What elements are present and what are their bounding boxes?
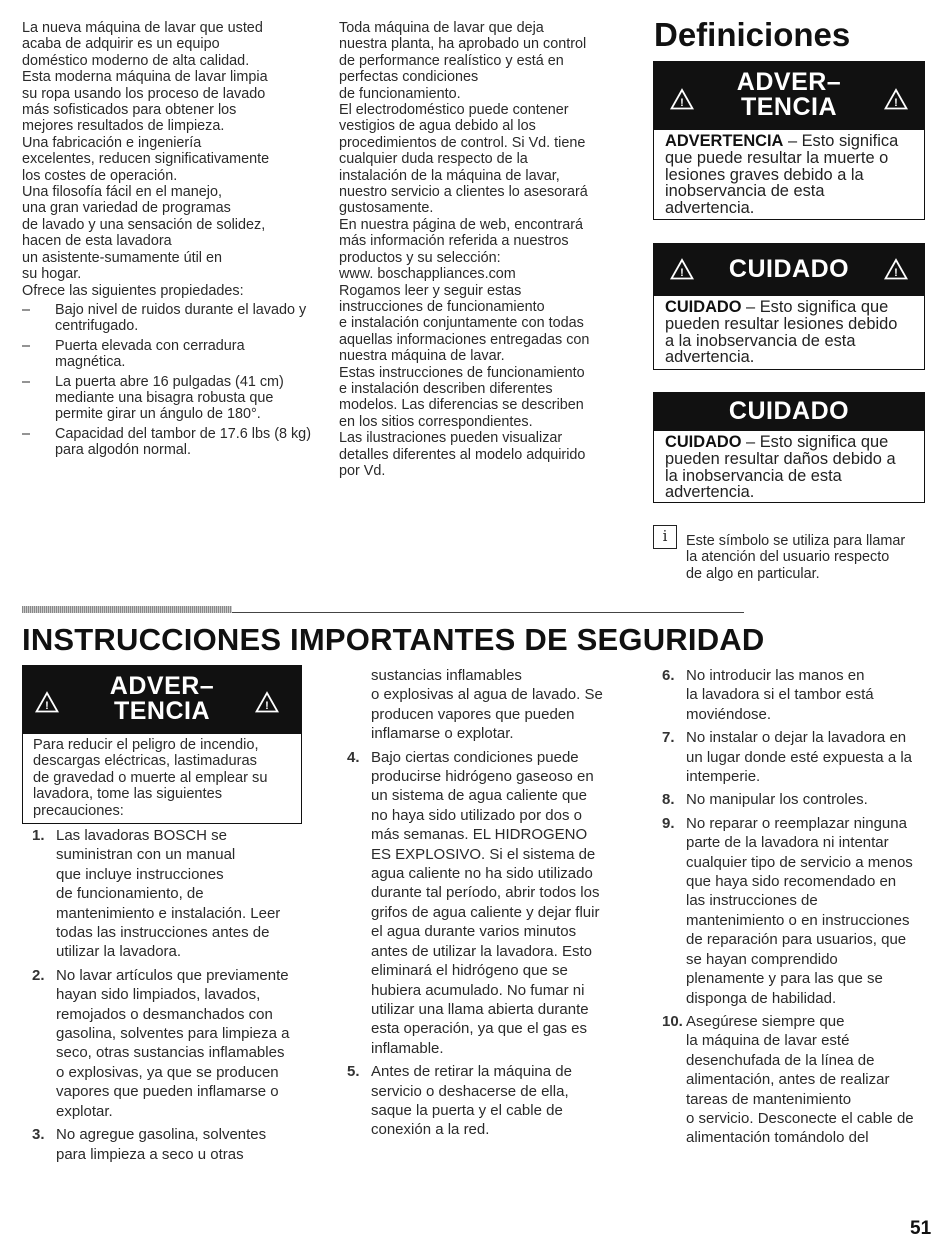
safety-item-line: la máquina de lavar esté: [686, 1032, 850, 1050]
safety-item-line: servicio o deshacerse de ella,: [371, 1082, 569, 1100]
intro-paragraph-line: e instalación describen diferentes: [339, 380, 553, 397]
safety-item: [32, 966, 322, 1121]
safety-item-line: un lugar donde esté expuesta a la: [686, 748, 913, 766]
safety-item-number: 7.: [662, 729, 675, 747]
svg-text:!: !: [680, 267, 684, 279]
safety-item-line: utilizar una llama abierta durante: [371, 1000, 589, 1018]
intro-paragraph-line: procedimientos de control. Si Vd. tiene: [339, 134, 586, 151]
safety-item-line: Antes de retirar la máquina de: [371, 1063, 572, 1081]
safety-item-line: esta operación, ya que el gas es: [371, 1020, 587, 1038]
intro-paragraph-line: su hogar.: [22, 266, 82, 283]
intro-paragraph-line: Toda máquina de lavar que deja: [339, 20, 544, 36]
safety-item-line: seco, otras sustancias inflamables: [56, 1044, 285, 1062]
safety-continued-line: o explosivas al agua de lavado. Se: [371, 686, 603, 704]
intro-paragraph-line: Una filosofía fácil en el manejo,: [22, 184, 222, 201]
intro-paragraph-line: www. boschappliances.com: [339, 266, 516, 283]
intro-paragraph-line: aquellas informaciones entregadas con: [339, 331, 590, 348]
safety-item-line: intemperie.: [686, 768, 761, 786]
safety-item: [662, 790, 947, 809]
safety-column-3: [662, 666, 947, 1152]
svg-text:!: !: [45, 700, 49, 712]
intro-column-1: [22, 20, 312, 462]
caution-definition-text: CUIDADO – Esto significa que pueden resultar lesiones debido a la inobservancia de esta advertencia.: [665, 298, 898, 367]
warning-definition-text: ADVERTENCIA – Esto significa que puede resultar la muerte o lesiones graves debido a la inobservancia de esta advertencia.: [665, 132, 899, 218]
intro-paragraph-line: de performance realístico y está en: [339, 52, 564, 69]
safety-item-line: las instrucciones de: [686, 892, 818, 910]
svg-text:!: !: [265, 700, 269, 712]
safety-item-line: Asegúrese siempre que: [686, 1012, 845, 1030]
safety-item-number: 5.: [347, 1063, 360, 1081]
intro-paragraph-line: detalles diferentes al modelo adquirido: [339, 446, 586, 463]
safety-item-line: mantenimiento e instalación. Leer: [56, 904, 281, 922]
safety-item-line: de funcionamiento, de: [56, 885, 204, 903]
safety-item-line: hubiera acumulado. No fumar ni: [371, 981, 585, 999]
intro-paragraph-line: por Vd.: [339, 462, 386, 479]
intro-paragraph-line: más sofisticados para obtener los: [22, 102, 237, 119]
safety-item-line: grifos de agua caliente y dejar fluir: [371, 903, 600, 921]
intro-paragraph-line: Las ilustraciones pueden visualizar: [339, 430, 563, 447]
safety-warning-heading-line-2: TENCIA: [113, 697, 211, 725]
intro-paragraph-line: El electrodoméstico puede contener: [339, 102, 569, 119]
safety-warning-text: Para reducir el peligro de incendio, descargas eléctricas, lastimaduras de gravedad o muerte al emplear su lavadora, tome las siguientes precauciones:: [33, 737, 268, 819]
warning-header: [654, 62, 924, 130]
safety-item-line: No agregue gasolina, solventes: [56, 1126, 267, 1144]
warning-term: ADVERTENCIA: [665, 132, 784, 150]
safety-warning-header: [23, 666, 301, 734]
intro-paragraph-line: doméstico moderno de alta calidad.: [22, 52, 250, 69]
safety-item: [347, 748, 647, 1059]
safety-item-line: hayan sido limpiados, lavados,: [56, 986, 261, 1004]
intro-paragraph-line: Esta moderna máquina de lavar limpia: [22, 69, 268, 86]
info-description: Este símbolo se utiliza para llamar la atención del usuario respecto de algo en particular.: [686, 533, 906, 582]
svg-text:!: !: [680, 97, 684, 109]
safety-item: [32, 1125, 322, 1164]
safety-item-line: No instalar o dejar la lavadora en: [686, 729, 907, 747]
safety-item-number: 10.: [662, 1012, 683, 1030]
warning-triangle-icon: [670, 258, 694, 280]
intro-paragraphs: [22, 20, 312, 299]
intro-paragraph-line: de lavado y una sensación de solidez,: [22, 216, 266, 233]
warning-triangle-icon: [884, 258, 908, 280]
safety-item-line: el agua durante varios minutos: [371, 923, 577, 941]
safety-item-line: alimentación tomándolo del: [686, 1129, 869, 1147]
safety-item-line: vapores que pueden inflamarse o: [56, 1083, 279, 1101]
definitions-title: Definiciones: [654, 16, 851, 53]
safety-item-line: más semanas. EL HIDROGENO: [371, 826, 588, 844]
safety-item-line: saque la puerta y el cable de: [371, 1101, 563, 1119]
safety-item-number: 3.: [32, 1126, 45, 1144]
safety-list-3: [662, 666, 947, 1148]
intro-paragraph-line: modelos. Las diferencias se describen: [339, 397, 584, 414]
intro-paragraph-line: La nueva máquina de lavar que usted: [22, 20, 263, 36]
safety-item-line: Las lavadoras BOSCH se: [56, 827, 227, 844]
feature-item: – Bajo nivel de ruidos durante el lavado y centrifugado.: [22, 302, 312, 335]
safety-item-line: un sistema de agua caliente que: [371, 787, 587, 805]
warning-definition-box: [653, 61, 925, 220]
feature-item: – Puerta elevada con cerradura magnética.: [22, 338, 312, 371]
safety-item-line: gasolina, solventes para limpieza a: [56, 1025, 290, 1043]
safety-item-number: 1.: [32, 827, 45, 844]
intro-paragraph-line: mejores resultados de limpieza.: [22, 118, 225, 135]
safety-item-line: inflamable.: [371, 1039, 444, 1057]
safety-continued-line: inflamarse o explotar.: [371, 725, 514, 743]
intro-paragraph-line: cualquier duda respecto de la: [339, 151, 528, 168]
safety-item: [662, 814, 947, 1008]
safety-item-line: explotar.: [56, 1102, 113, 1120]
intro-paragraph-line: En nuestra página de web, encontrará: [339, 216, 584, 233]
intro-paragraph-line: vestigios de agua debido al los: [339, 118, 536, 135]
safety-column-2: [347, 666, 647, 1144]
feature-item: – La puerta abre 16 pulgadas (41 cm) mediante una bisagra robusta que permite girar un ángulo de 180°.: [22, 374, 312, 423]
caution-definition-box: [653, 243, 925, 370]
intro-paragraph-line: acaba de adquirir es un equipo: [22, 36, 220, 53]
safety-item-line: disponga de habilidad.: [686, 989, 837, 1007]
intro-paragraph-line: Ofrece las siguientes propiedades:: [22, 282, 244, 299]
safety-item-line: o servicio. Desconecte el cable de: [686, 1109, 914, 1127]
section-divider-line: [232, 612, 744, 613]
safety-item-line: Bajo ciertas condiciones puede: [371, 748, 579, 766]
intro-paragraph-line: los costes de operación.: [22, 167, 178, 184]
safety-item-line: eliminará el hidrógeno que se: [371, 962, 568, 980]
feature-item: – Capacidad del tambor de 17.6 lbs (8 kg) para algodón normal.: [22, 426, 312, 459]
safety-item-line: desenchufada de la línea de: [686, 1051, 875, 1069]
warning-triangle-icon: [670, 88, 694, 110]
intro-paragraph-line: instalación de la máquina de lavar,: [339, 167, 560, 184]
intro-paragraph-line: perfectas condiciones: [339, 69, 479, 86]
safety-item-number: 2.: [32, 966, 45, 984]
safety-item-line: suministran con un manual: [56, 846, 236, 864]
safety-item-line: antes de utilizar la lavadora. Esto: [371, 942, 592, 960]
intro-paragraph-line: Una fabricación e ingeniería: [22, 134, 202, 151]
warning-triangle-icon: [35, 691, 59, 713]
notice-heading: CUIDADO: [728, 397, 850, 425]
safety-item-line: se hayan comprendido: [686, 950, 838, 968]
intro-column-2: [339, 20, 629, 479]
safety-continued-line: sustancias inflamables: [371, 667, 522, 684]
safety-column-1: [32, 826, 322, 1168]
safety-item-line: la lavadora si el tambor está: [686, 686, 874, 704]
info-icon: i: [653, 525, 677, 549]
safety-title: INSTRUCCIONES IMPORTANTES DE SEGURIDAD: [22, 622, 765, 657]
warning-heading-line-1: ADVER–: [736, 68, 842, 96]
safety-item-line: plenamente y para las que se: [686, 970, 883, 988]
safety-item-line: agua caliente no ha sido utilizado: [371, 865, 593, 883]
caution-header: [654, 244, 924, 296]
safety-item-number: 4.: [347, 748, 360, 766]
safety-item-line: No lavar artículos que previamente: [56, 966, 289, 984]
warning-triangle-icon: [884, 88, 908, 110]
page-number: 51: [910, 1218, 932, 1239]
safety-item: [662, 1012, 947, 1148]
intro-paragraph-line: Estas instrucciones de funcionamiento: [339, 364, 585, 381]
safety-warning-heading-line-1: ADVER–: [109, 672, 215, 700]
safety-item-line: durante tal período, abrir todos los: [371, 884, 600, 902]
safety-item-line: moviéndose.: [686, 705, 772, 723]
warning-triangle-icon: [255, 691, 279, 713]
intro-paragraph-line: excelentes, reducen significativamente: [22, 151, 270, 168]
safety-item-line: que haya sido recomendado en: [686, 873, 897, 891]
safety-item-line: producirse hidrógeno gaseoso en: [371, 768, 594, 786]
intro-paragraph-line: una gran variedad de programas: [22, 200, 231, 217]
notice-definition-box: [653, 392, 925, 503]
safety-item-line: conexión a la red.: [371, 1121, 490, 1139]
intro-paragraph-line: en los sitios correspondientes.: [339, 413, 533, 430]
safety-item-line: mantenimiento o en instrucciones: [686, 911, 910, 929]
intro-paragraph-line: nuestra planta, ha aprobado un control: [339, 36, 587, 53]
notice-header: [654, 393, 924, 431]
intro-paragraph-line: de funcionamiento.: [339, 85, 461, 102]
safety-item-line: No introducir las manos en: [686, 667, 865, 684]
safety-item-line: o explosivas, ya que se producen: [56, 1063, 279, 1081]
safety-item-number: 6.: [662, 667, 675, 684]
safety-item-line: no haya sido utilizado por dos o: [371, 806, 582, 824]
safety-item-line: No manipular los controles.: [686, 791, 868, 809]
intro-paragraph-line: más información referida a nuestros: [339, 233, 569, 250]
safety-item-line: parte de la lavadora ni intentar: [686, 834, 889, 852]
safety-item-line: utilizar la lavadora.: [56, 943, 182, 961]
safety-list-2: [347, 748, 647, 1140]
safety-item-number: 8.: [662, 791, 675, 809]
intro-paragraph-line: instrucciones de funcionamiento: [339, 298, 545, 315]
safety-continued-text: [347, 666, 647, 744]
safety-item: [662, 666, 947, 724]
intro-paragraph-line: hacen de esta lavadora: [22, 233, 172, 250]
safety-warning-box: [22, 665, 302, 824]
warning-heading-line-2: TENCIA: [740, 93, 838, 121]
intro-paragraph-line: productos y su selección:: [339, 249, 501, 266]
safety-item: [347, 1062, 647, 1140]
notice-term: CUIDADO: [665, 433, 742, 451]
intro-paragraph-line: e instalación conjuntamente con todas: [339, 315, 584, 332]
safety-list-1: [32, 826, 322, 1164]
safety-item-line: tareas de mantenimiento: [686, 1090, 852, 1108]
svg-text:!: !: [894, 267, 898, 279]
safety-item-line: remojados o desmanchados con: [56, 1005, 273, 1023]
safety-item-line: de reparación para usuarios, que: [686, 931, 907, 949]
intro-paragraph-line: gustosamente.: [339, 200, 434, 217]
intro-paragraph-line: nuestra máquina de lavar.: [339, 348, 505, 365]
safety-item-line: alimentación, antes de realizar: [686, 1071, 890, 1089]
intro-paragraph-line: nuestro servicio a clientes lo asesorará: [339, 184, 588, 201]
caution-heading: CUIDADO: [728, 255, 850, 283]
safety-continued-line: producen vapores que pueden: [371, 705, 575, 723]
safety-item-line: todas las instrucciones antes de: [56, 924, 270, 942]
features-list: [22, 302, 312, 459]
safety-item: [662, 728, 947, 786]
safety-item-line: cualquier tipo de servicio a menos: [686, 853, 913, 871]
safety-item-line: que incluye instrucciones: [56, 865, 224, 883]
intro-paragraph-line: su ropa usando los proceso de lavado: [22, 85, 266, 102]
section-divider-shade: [22, 606, 232, 613]
safety-item-line: ES EXPLOSIVO. Si el sistema de: [371, 845, 596, 863]
caution-term: CUIDADO: [665, 298, 742, 316]
safety-item-line: para limpieza a seco u otras: [56, 1145, 244, 1163]
safety-item: [32, 826, 322, 962]
intro-paragraph-line: un asistente-sumamente útil en: [22, 249, 222, 266]
safety-item-line: No reparar o reemplazar ninguna: [686, 814, 907, 832]
notice-definition-text: CUIDADO – Esto significa que pueden resultar daños debido a la inobservancia de esta advertencia.: [665, 433, 896, 502]
safety-item-number: 9.: [662, 814, 675, 832]
intro-paragraph-line: Rogamos leer y seguir estas: [339, 282, 522, 299]
svg-text:!: !: [894, 97, 898, 109]
